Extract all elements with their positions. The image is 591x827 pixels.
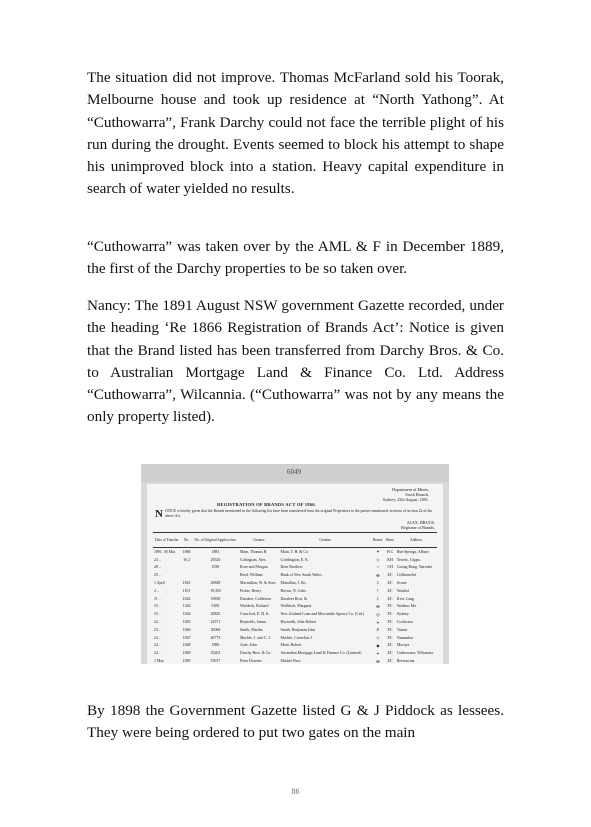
table-cell: EC [387,573,393,578]
table-cell: Peter Dowens [240,659,262,664]
table-cell [192,571,239,579]
table-cell: Cuthowarra, Wilcannia [396,651,433,656]
table-cell: 20820 [210,612,221,617]
table-row [153,642,437,650]
table-cell: 1842 [182,596,191,601]
table-cell: KH [387,557,393,562]
gazette-page-number: 6049 [287,468,301,476]
table-cell: ✠ [376,604,380,609]
table-cell: EC [387,581,393,586]
paragraph-2: “Cuthowarra” was taken over by the AML & F in December 1889, the first of the Darchy properties to be so taken over. [87,238,504,278]
table-cell: EC [387,612,393,617]
table-cell: ◇ [376,636,380,641]
table-cell: Wanliol [396,588,410,593]
table-cell: EC [387,651,393,656]
paragraph-1: The situation did not improve. Thomas McFarland sold his Toorak, Melbourne house and took up residence at “North Yathong”. At “Cuthowarra”, Frank Darchy could not face the terrible plight of his run during the drought. Events seemed to block his attempt to shape his unimproved block into a station. Heavy capital expenditure in search of water yielded no results. [87,69,504,198]
table-cell: 22 .. [154,620,161,625]
table-cell: 19,392 [210,588,221,593]
table-cell: 9100 [211,604,220,609]
table-cell: Darchy Bros. & Co. [240,651,272,656]
table-cell: Mackle, J. and C. J. [240,635,271,640]
table-cell: 2 .. [154,588,159,593]
table-cell: 1846 [182,627,191,632]
table-cell: ✦ [376,550,380,555]
table-cell: EC [387,643,393,648]
table-cell: 10830 [210,596,221,601]
table-cell: Main, Robert [280,643,302,648]
table-cell: 1886 [211,643,220,648]
table-cell: 1 May [154,659,165,664]
table-cell: 23 .. [154,627,161,632]
table-cell: 15 .. [154,604,161,609]
table-cell: Bank of New South Wales [280,573,322,578]
table-cell: 20848 [210,581,221,586]
gazette-heading: REGISTRATION OF BRANDS ACT OF 1866. [217,502,317,507]
table-cell: ✗ [376,628,380,633]
table-cell: ◇ [376,558,380,563]
gazette-drop-cap: N [155,508,163,520]
table-cell: 1848 [182,643,191,648]
table-row [153,610,437,618]
gazette-clipping-image [141,464,449,664]
table-row [153,595,437,603]
table-cell: 29520 [210,557,221,562]
table-cell: ◎ [376,612,380,617]
table-cell: Mamillan, J. &c. [280,581,307,586]
table-cell: 1343 [182,604,191,609]
table-cell: EC [387,596,393,601]
table-cell: 1849 [182,651,191,656]
table-cell: Tumut [396,627,408,632]
table-cell: Kew, Lang [396,596,414,601]
table-cell: Coolacina [396,620,413,625]
table-cell: Scruie [396,581,407,586]
table-cell: Terrelo, Gippa. [396,557,421,562]
table-cell: 24 .. [154,557,161,562]
table-cell: EC [387,635,393,640]
table-cell: Bue Springs, Albury [396,549,429,554]
table-cell: Smith, Benjamin John [280,627,316,632]
table-cell: H C [386,549,394,554]
table-cell: ✠ [376,573,380,578]
gazette-table-body [153,548,437,665]
table-cell: Walldock, Margaret [280,604,312,609]
table-row [153,579,437,587]
table-cell: Goong Bong, Narrabri [396,565,433,570]
table-cell: Crawford, E. H. K. [240,612,270,617]
table-cell: Sydney. [396,612,410,617]
gazette-signature: ALEX. BRUCE, Registrar of Brands. [401,520,435,530]
table-row [153,657,437,664]
table-cell: Reed, William [240,573,263,578]
table-row [153,618,437,626]
table-cell: Australian Mortgage Land & Finance Co. (Limited) [280,651,362,656]
table-cell: Mackle, Cornelius J. [280,635,313,640]
table-cell: EC [387,620,393,625]
table-row [153,626,437,634]
table-cell: 1883 [211,549,220,554]
table-cell [181,564,192,572]
table-cell: 1 April [154,581,165,586]
table-cell: Auer, John [240,643,257,648]
table-cell: 1841 [182,581,191,586]
table-cell: 24 .. [154,635,161,640]
table-cell: Fisher, Henry [240,588,262,593]
table-cell: 1844 [182,612,191,617]
gazette-table-header: Date of Transfer. No. No. of Original Applica-tion. Grantor. Grantee. Brand. Sheet. Address. [153,533,437,548]
table-cell: Nanambra [396,635,414,640]
table-cell: New Zealand Loan and Mercantile Agency Co. (Ltd.) [280,612,364,617]
table-cell: Moruya [396,643,410,648]
table-row [153,649,437,657]
table-cell: 1038 [211,565,220,570]
table-row [153,587,437,595]
table-cell: Brown, N. Giles [280,588,306,593]
gazette-department: Department of Mines, Stock Branch, Sydney, 25th August, 1891. [382,487,429,503]
table-cell: EC [387,659,393,664]
table-cell: Rose Brothers [280,565,303,570]
table-row [153,634,437,642]
table-cell: Cobington, Alex. [240,557,267,562]
table-cell: Rose and Morgan [240,565,268,570]
table-cell: EC [387,627,393,632]
table-cell: Mackle Bros [280,659,301,664]
table-cell: 1891. 30 Mar. [154,549,176,554]
table-cell: Wuldock, Richard [240,604,269,609]
table-cell: ✦ [376,651,380,656]
table-cell: 1845 [182,620,191,625]
gazette-brands-table [153,532,437,664]
table-cell: Daraleer Bros. & [280,596,308,601]
table-cell: Daraleer, Cobleston [240,596,271,601]
table-cell: 1866 [182,549,191,554]
table-cell: 11 .. [154,596,161,601]
table-cell: EC [387,604,393,609]
table-cell: Main, T. H. & Co. [280,549,309,554]
paragraph-3: Nancy: The 1891 August NSW government Gazette recorded, under the heading ‘Re 1866 Registration of Brands Act’: Notice is given that the Brand listed has been transferred from Darchy Bros. & Co. to Australian Mortgage Land & Finance Co. Ltd. Address “Cuthowarra”, Wilcannia. (“Cuthowarra” was not by any means the only property listed). [87,297,504,426]
table-cell: 28 .. [154,565,161,570]
table-cell: 25 .. [154,573,161,578]
table-cell: 19017 [210,659,221,664]
table-cell: Macmillan, W. & Sons [240,581,276,586]
table-cell: EC [387,588,393,593]
table-cell: Brewarrina [396,659,415,664]
table-cell: Main, Thomas H. [240,549,268,554]
page-number: 86 [291,787,300,796]
table-row [153,571,437,579]
gazette-notice: NOTICE is hereby given that the Brands mentioned in the following list have been transferred from the original Proprietors to the parties mentioned, in terms of section 22 of the above Act. [155,508,433,520]
table-row [153,603,437,611]
table-cell: 30006 [210,627,221,632]
table-cell: Wadina, Ma. [396,604,417,609]
table-row [153,548,437,556]
table-cell: 16 2 [183,557,190,562]
table-cell: Coddington, E. K. [280,557,309,562]
table-cell [181,571,192,579]
table-cell: † [376,588,379,593]
table-cell: CH [387,565,393,570]
paragraph-4: By 1898 the Government Gazette listed G & J Piddock as lessees. They were being ordered to put two gates on the main [87,702,504,742]
table-cell: Reynolds, James [240,620,267,625]
table-cell: ‡ [376,581,379,586]
table-cell: 24 .. [154,643,161,648]
table-cell: Collarenebri [396,573,417,578]
gazette-sheet [147,484,443,664]
table-cell: ○ [376,565,380,570]
table-cell: Reynolds, John Robert [280,620,317,625]
table-cell: ✦ [376,620,380,625]
table-cell: 45203 [210,651,221,656]
table-cell: ◆ [376,643,380,648]
table-cell: ‡ [376,596,379,601]
table-cell: 46773 [210,635,221,640]
table-cell: 24 .. [154,651,161,656]
table-row [153,556,437,564]
table-cell: Smith, Martha [240,627,263,632]
table-cell: 1847 [182,635,191,640]
table-row [153,564,437,572]
table-cell: 15 .. [154,612,161,617]
table-cell: 1101 [182,588,191,593]
table-cell: ✠ [376,659,380,664]
table-cell: 22571 [210,620,221,625]
table-cell: 1850 [182,659,191,664]
